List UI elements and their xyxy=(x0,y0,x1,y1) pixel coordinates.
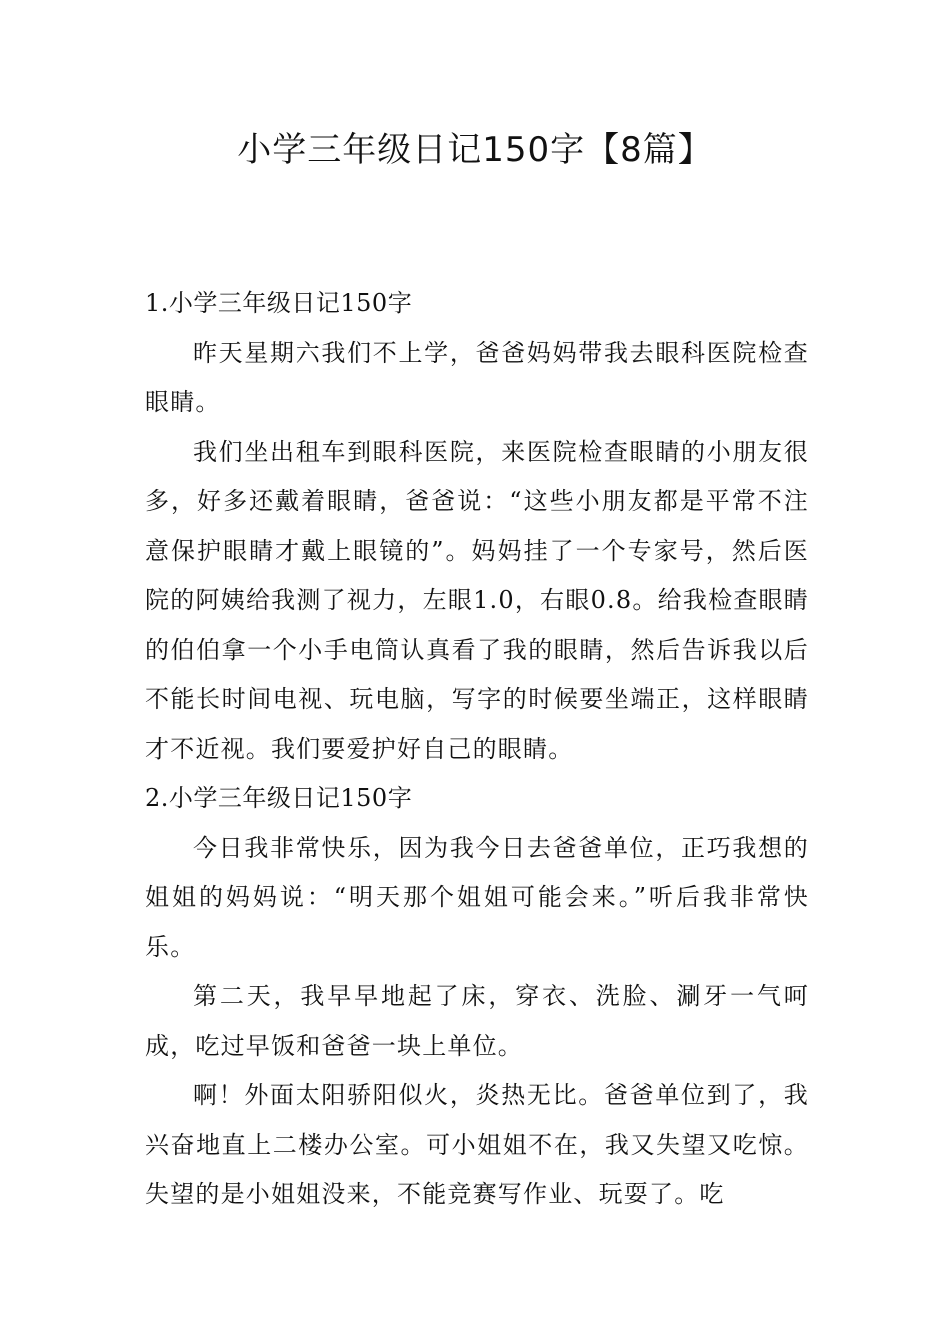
diary-section-1 xyxy=(145,279,809,774)
paragraph: 我们坐出租车到眼科医院，来医院检查眼睛的小朋友很多，好多还戴着眼睛，爸爸说：“这些小朋友都是平常不注意保护眼睛才戴上眼镜的”。妈妈挂了一个专家号，然后医院的阿姨给我测了视力，左眼1.0，右眼0.8。给我检查眼睛的伯伯拿一个小手电筒认真看了我的眼睛，然后告诉我以后不能长时间电视、玩电脑，写字的时候要坐端正，这样眼睛才不近视。我们要爱护好自己的眼睛。 xyxy=(145,437,809,763)
paragraph: 第二天，我早早地起了床，穿衣、洗脸、涮牙一气呵成，吃过早饭和爸爸一块上单位。 xyxy=(145,982,809,1060)
document-body xyxy=(145,279,809,1220)
section-heading: 2.小学三年级日记150字 xyxy=(145,784,413,812)
section-heading: 1.小学三年级日记150字 xyxy=(145,289,413,317)
paragraph: 啊！外面太阳骄阳似火，炎热无比。爸爸单位到了，我兴奋地直上二楼办公室。可小姐姐不在，我又失望又吃惊。失望的是小姐姐没来，不能竞赛写作业、玩耍了。吃 xyxy=(145,1081,809,1208)
document-title: 小学三年级日记150字【8篇】 xyxy=(237,130,713,170)
paragraph: 今日我非常快乐，因为我今日去爸爸单位，正巧我想的姐姐的妈妈说：“明天那个姐姐可能会来。”听后我非常快乐。 xyxy=(145,833,809,961)
paragraph: 昨天星期六我们不上学，爸爸妈妈带我去眼科医院检查眼睛。 xyxy=(145,338,809,416)
diary-section-2 xyxy=(145,774,809,1220)
